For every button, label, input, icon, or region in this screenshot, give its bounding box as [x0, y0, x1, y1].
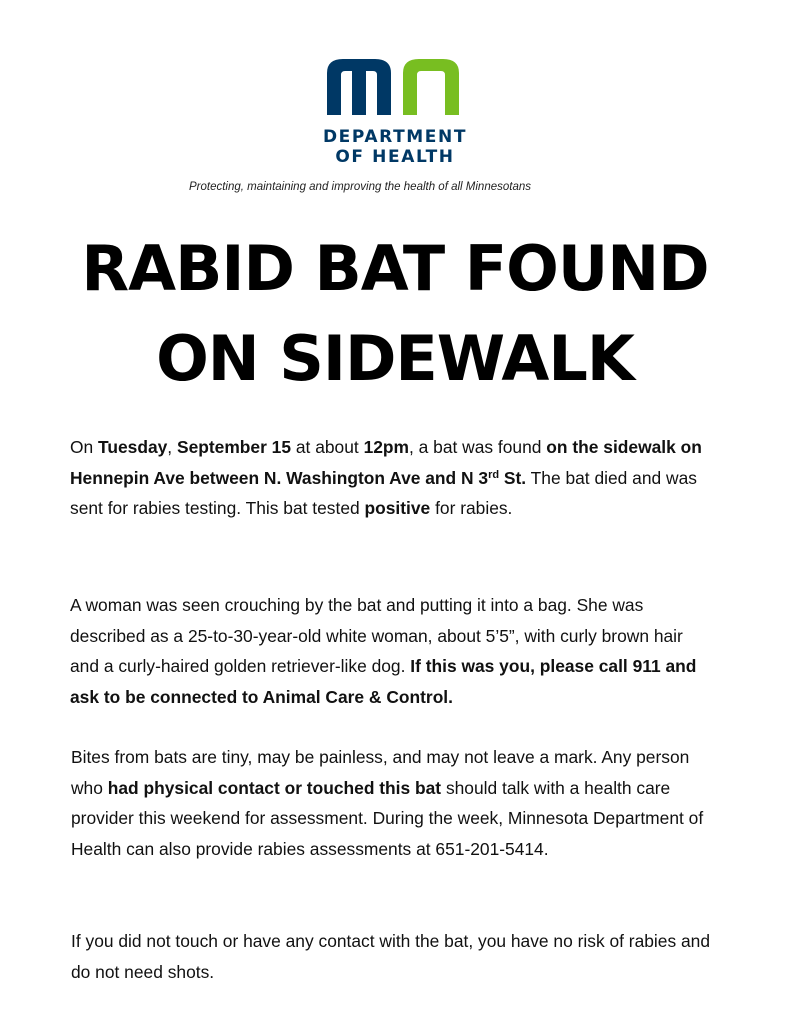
logo-m-shape — [327, 59, 391, 115]
logo-n-shape — [403, 59, 459, 115]
paragraph-bites — [71, 742, 711, 864]
dept-line-1: DEPARTMENT — [322, 127, 468, 147]
mn-logo-icon — [327, 57, 467, 115]
bold-day: Tuesday — [98, 437, 168, 457]
bold-result: positive — [364, 498, 431, 518]
location-text: on the sidewalk on Hennepin Ave between N. Washington Ave and N 3 — [70, 437, 702, 488]
text: A woman was seen crouching by the bat and putting it into a bag. She was described as a 25-to-30-year-old white woman, about 5’5”, with curly brown hair and a curly-haired golden retriever-like dog. — [70, 595, 683, 676]
paragraph-incident — [70, 432, 710, 524]
headline-line-2: ON SIDEWALK — [156, 322, 634, 395]
department-name — [300, 127, 490, 167]
text: at about — [291, 437, 364, 457]
text: On — [70, 437, 99, 457]
text: should talk with a health care provider this weekend for assessment. During the week, Minnesota Department of Health can also provide rabies assessments at 651-201-5414. — [71, 777, 704, 859]
bold-time: 12pm — [363, 437, 409, 457]
text: The bat died and was sent for rabies testing. This bat tested — [70, 467, 697, 518]
bold-call-to-action: If this was you, please call 911 and ask to be connected to Animal Care & Control. — [70, 656, 697, 707]
text: for rabies. — [430, 498, 513, 518]
ordinal-suffix: rd — [488, 468, 500, 481]
paragraph-witness — [70, 590, 710, 712]
location-end: St. — [499, 467, 527, 488]
dept-line-2: OF HEALTH — [335, 147, 455, 167]
headline-line-1: RABID BAT FOUND — [81, 232, 709, 305]
bold-contact: had physical contact or touched this bat — [107, 777, 442, 798]
paragraph-no-risk — [71, 926, 711, 987]
text: If you did not touch or have any contact with the bat, you have no risk of rabies and do not need shots. — [71, 931, 711, 982]
text: , a bat was found — [409, 437, 547, 457]
text: , — [167, 437, 177, 457]
bold-date: September 15 — [176, 437, 292, 457]
tagline: Protecting, maintaining and improving the health of all Minnesotans — [188, 181, 531, 193]
text: Bites from bats are tiny, may be painless, and may not leave a mark. Any person who — [71, 747, 690, 798]
headline — [0, 224, 790, 404]
